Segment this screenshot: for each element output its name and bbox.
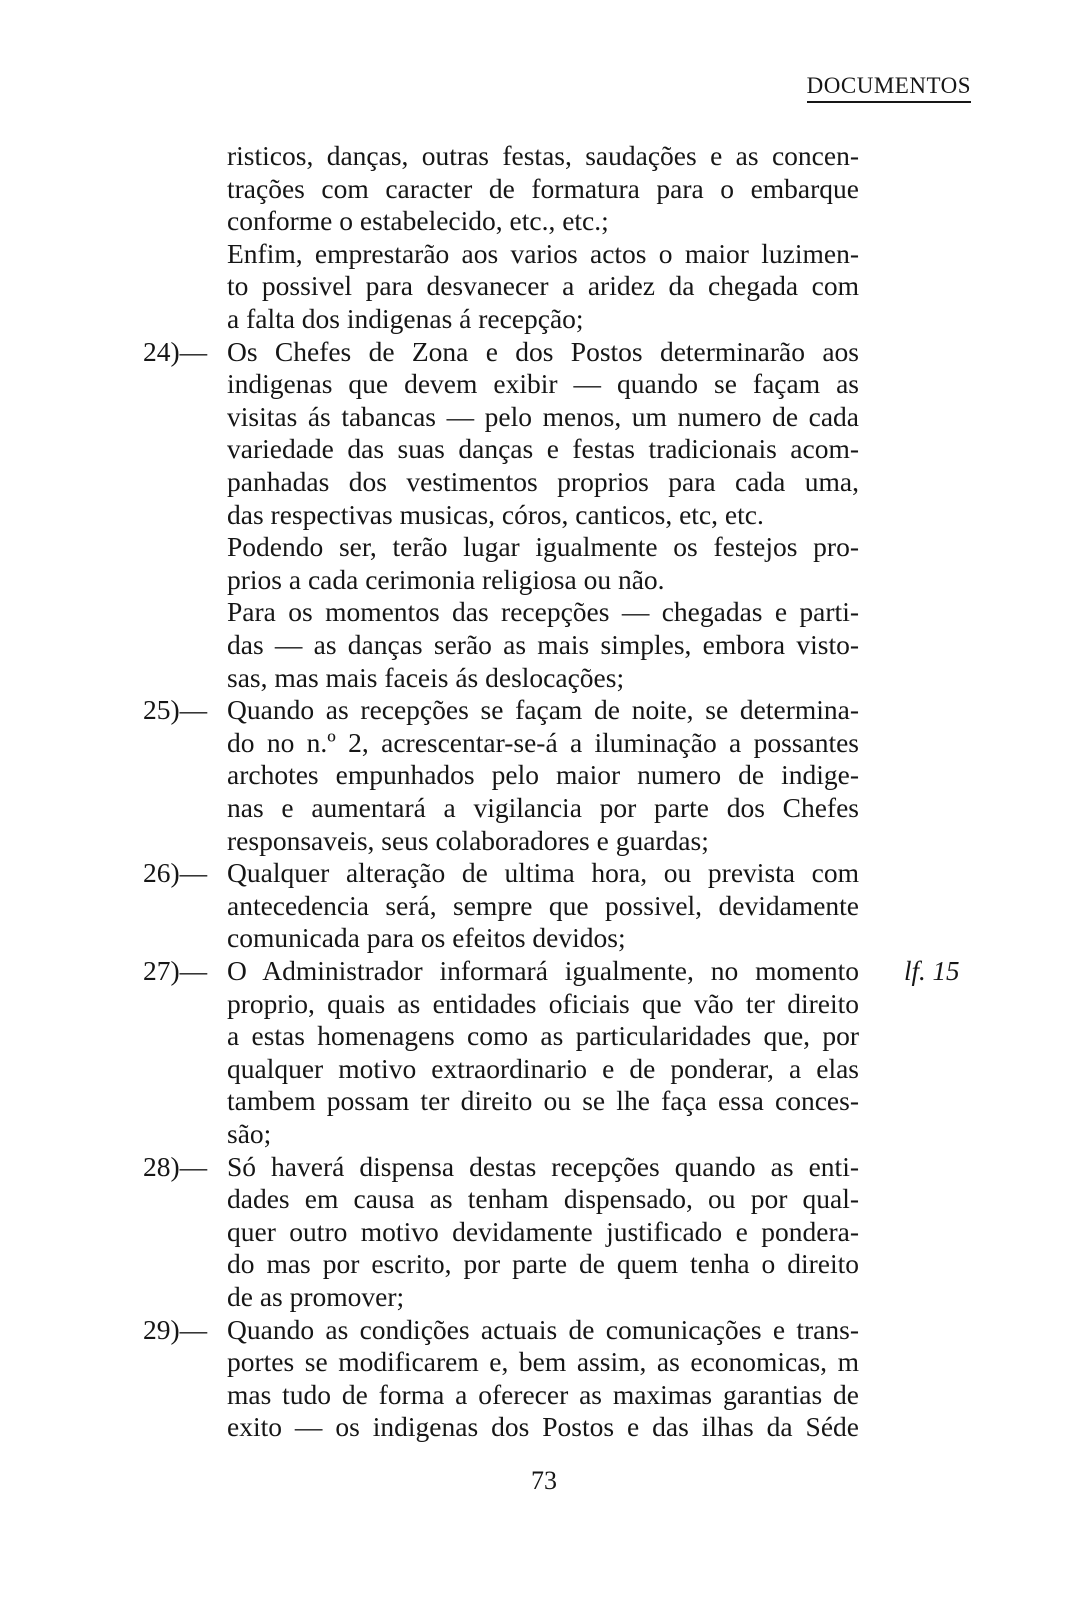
text-line: Os Chefes de Zona e dos Postos determinarão aos [227, 335, 859, 367]
item-number: 28)— [143, 1150, 208, 1182]
text-line: Quando as condições actuais de comunicações e trans- [227, 1313, 859, 1345]
item-number: 29)— [143, 1313, 208, 1345]
text-line: Só haverá dispensa destas recepções quando as enti- [227, 1150, 859, 1182]
text-line: risticos, danças, outras festas, saudações e as concen- [227, 140, 859, 171]
text-line: tambem possam ter direito ou se lhe faça essa conces- [227, 1085, 859, 1117]
text-line: visitas ás tabancas — pelo menos, um numero de cada [227, 400, 859, 432]
text-line: antecedencia será, sempre que possivel, devidamente [227, 889, 859, 921]
text-line: nas e aumentará a vigilancia por parte dos Chefes [227, 792, 859, 823]
text-line: sas, mas mais faceis ás deslocações; [227, 661, 625, 693]
text-line: a falta dos indigenas á recepção; [227, 303, 584, 334]
text-line: exito — os indigenas dos Postos e das ilhas da Séde [227, 1411, 859, 1443]
text-line: responsaveis, seus colaboradores e guardas; [227, 824, 709, 856]
margin-note: lf. 15 [904, 956, 960, 986]
text-line: do mas por escrito, por parte de quem tenha o direito [227, 1248, 859, 1280]
text-line: dades em causa as tenham dispensado, ou por qual- [227, 1183, 859, 1215]
text-line: mas tudo de forma a oferecer as maximas garantias de [227, 1378, 859, 1410]
text-line: qualquer motivo extraordinario e de ponderar, a elas [227, 1052, 859, 1084]
text-line: são; [227, 1118, 272, 1149]
text-line: to possivel para desvanecer a aridez da chegada com [227, 270, 859, 302]
text-line: panhadas dos vestimentos proprios para cada uma, [227, 466, 859, 497]
text-line: de as promover; [227, 1281, 405, 1312]
text-line: Para os momentos das recepções — chegadas e parti- [227, 596, 859, 628]
text-line: das — as danças serão as mais simples, embora visto- [227, 629, 859, 660]
text-line: das respectivas musicas, córos, canticos, etc, etc. [227, 498, 764, 530]
text-line: trações com caracter de formatura para o embarque [227, 172, 859, 204]
item-number: 24)— [143, 335, 208, 367]
page-number: 73 [531, 1466, 557, 1495]
text-line: proprio, quais as entidades oficiais que vão ter direito [227, 987, 859, 1019]
text-line: portes se modificarem e, bem assim, as economicas, m [227, 1346, 859, 1378]
text-line: Qualquer alteração de ultima hora, ou prevista com [227, 857, 859, 889]
text-line: comunicada para os efeitos devidos; [227, 922, 626, 954]
text-line: Podendo ser, terão lugar igualmente os festejos pro- [227, 531, 859, 563]
text-line: Enfim, emprestarão aos varios actos o maior luzimen- [227, 237, 859, 269]
item-number: 27)— [143, 955, 208, 986]
text-line: prios a cada cerimonia religiosa ou não. [227, 563, 665, 595]
text-line: conforme o estabelecido, etc., etc.; [227, 205, 609, 237]
text-line: indigenas que devem exibir — quando se façam as [227, 368, 859, 400]
text-line: quer outro motivo devidamente justificado e pondera- [227, 1215, 859, 1247]
running-header: DOCUMENTOS [807, 72, 971, 103]
text-line: archotes empunhados pelo maior numero de indige- [227, 759, 859, 791]
item-number: 26)— [143, 857, 208, 889]
text-line: do no n.º 2, acrescentar-se-á a iluminação a possantes [227, 726, 859, 758]
item-number: 25)— [143, 694, 208, 726]
text-line: a estas homenagens como as particularidades que, por [227, 1020, 859, 1052]
text-line: Quando as recepções se façam de noite, se determina- [227, 694, 859, 726]
text-line: O Administrador informará igualmente, no momento [227, 955, 859, 986]
text-line: variedade das suas danças e festas tradicionais acom- [227, 433, 859, 465]
